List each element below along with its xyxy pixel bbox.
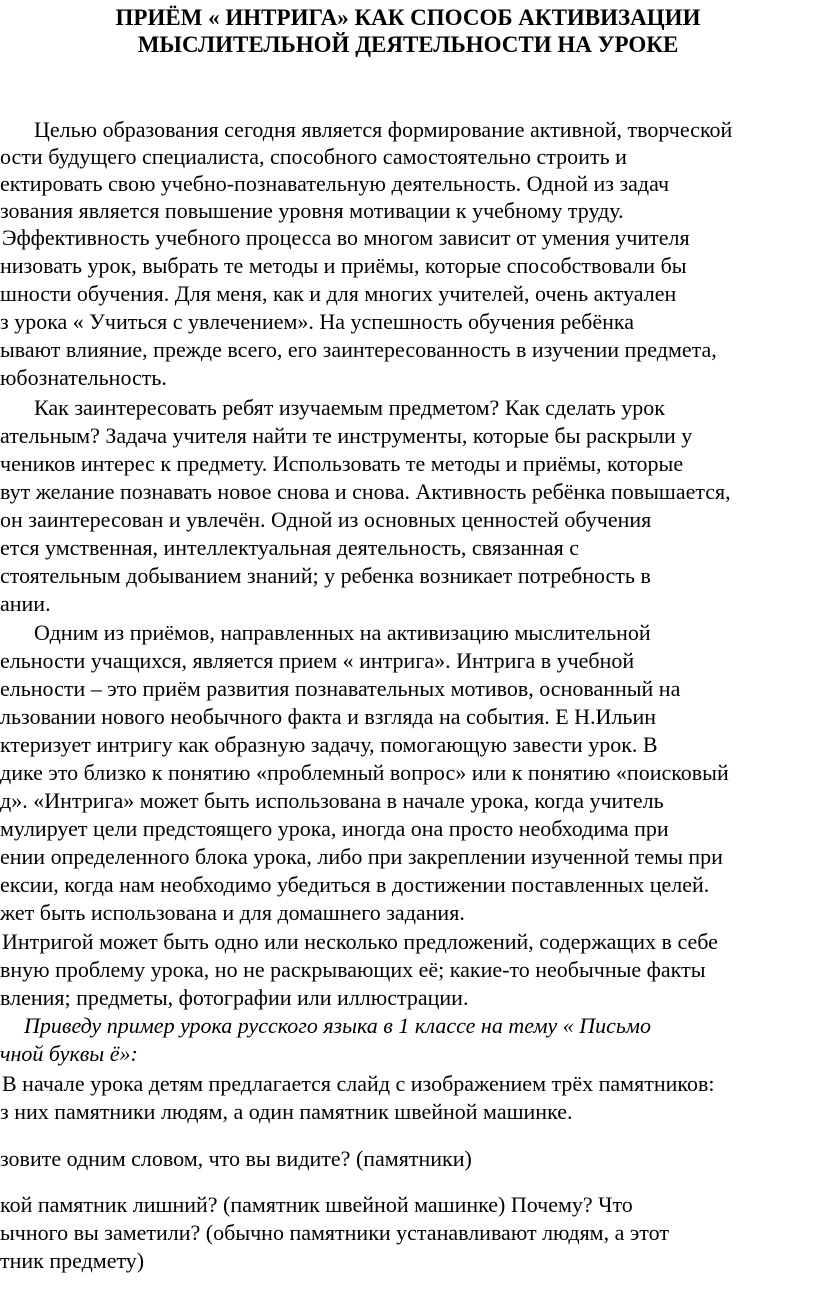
body-line-28: ексии, когда нам необходимо убедиться в достижении поставленных целей.: [0, 872, 710, 897]
body-line-2: ости будущего специалиста, способного самостоятельно строить и: [0, 144, 627, 169]
document-title-line-1: ПРИЁМ « ИНТРИГА» КАК СПОСОБ АКТИВИЗАЦИИ: [115, 5, 701, 30]
body-line-3: ектировать свою учебно-познавательную деятельность. Одной из задач: [0, 171, 670, 196]
body-line-30: Интригой может быть одно или несколько предложений, содержащих в себе: [2, 929, 718, 954]
body-line-16: ется умственная, интеллектуальная деятельность, связанная с: [0, 535, 580, 560]
body-line-31: вную проблему урока, но не раскрывающих её; какие-то необычные факты: [0, 957, 706, 982]
body-line-19: Одним из приёмов, направленных на активизацию мыслительной: [34, 620, 651, 645]
body-line-18: ании.: [0, 591, 51, 616]
body-line-8: з урока « Учиться с увлечением». На успешность обучения ребёнка: [0, 309, 634, 334]
body-line-29: жет быть использована и для домашнего задания.: [0, 900, 465, 925]
body-line-20: ельности учащихся, является прием « интрига». Интрига в учебной: [0, 648, 635, 673]
body-line-7: шности обучения. Для меня, как и для многих учителей, очень актуален: [0, 281, 677, 306]
body-line-27: ении определенного блока урока, либо при закреплении изученной темы при: [0, 844, 723, 869]
body-line-21: ельности – это приём развития познавательных мотивов, основанный на: [0, 676, 681, 701]
question-line-4: тник предмету): [0, 1248, 145, 1273]
body-line-1: Целью образования сегодня является формирование активной, творческой: [34, 117, 733, 142]
body-line-9: ывают влияние, прежде всего, его заинтересованность в изучении предмета,: [0, 337, 717, 362]
body-line-12: ательным? Задача учителя найти те инструменты, которые бы раскрыли у: [0, 423, 693, 448]
body-line-24: дике это близко к понятию «проблемный вопрос» или к понятию «поисковый: [0, 760, 729, 785]
body-line-13: чеников интерес к предмету. Использовать те методы и приёмы, которые: [0, 451, 684, 476]
body-line-25: д». «Интрига» может быть использована в начале урока, когда учитель: [0, 788, 664, 813]
body-line-23: ктеризует интригу как образную задачу, помогающую завести урок. В: [0, 732, 658, 757]
body-line-22: льзовании нового необычного факта и взгляда на события. Е Н.Ильин: [0, 704, 657, 729]
body-line-26: мулирует цели предстоящего урока, иногда она просто необходима при: [0, 816, 669, 841]
example-intro-line-1: Приведу пример урока русского языка в 1 классе на тему « Письмо: [24, 1013, 651, 1038]
body-line-17: стоятельным добыванием знаний; у ребенка возникает потребность в: [0, 563, 651, 588]
body-line-32: вления; предметы, фотографии или иллюстрации.: [0, 985, 469, 1010]
body-line-4: зования является повышение уровня мотивации к учебному труду.: [0, 198, 624, 223]
question-line-3: ычного вы заметили? (обычно памятники устанавливают людям, а этот: [0, 1220, 669, 1245]
example-intro-line-2: чной буквы ё»:: [0, 1041, 138, 1066]
body-line-14: вут желание познавать новое снова и снова. Активность ребёнка повышается,: [0, 479, 731, 504]
question-line-2: кой памятник лишний? (памятник швейной машинке) Почему? Что: [0, 1192, 633, 1217]
body-line-10: юбознательность.: [0, 365, 167, 390]
document-title-line-2: МЫСЛИТЕЛЬНОЙ ДЕЯТЕЛЬНОСТИ НА УРОКЕ: [137, 32, 679, 57]
body-line-11: Как заинтересовать ребят изучаемым предметом? Как сделать урок: [34, 395, 665, 420]
lesson-line-1: В начале урока детям предлагается слайд с изображением трёх памятников:: [2, 1071, 715, 1096]
body-line-5: Эффективность учебного процесса во многом зависит от умения учителя: [2, 225, 690, 250]
lesson-line-2: з них памятники людям, а один памятник швейной машинке.: [0, 1099, 573, 1124]
question-line-1: зовите одним словом, что вы видите? (памятники): [0, 1146, 472, 1171]
body-line-6: низовать урок, выбрать те методы и приёмы, которые способствовали бы: [0, 253, 687, 278]
body-line-15: он заинтересован и увлечён. Одной из основных ценностей обучения: [0, 507, 652, 532]
